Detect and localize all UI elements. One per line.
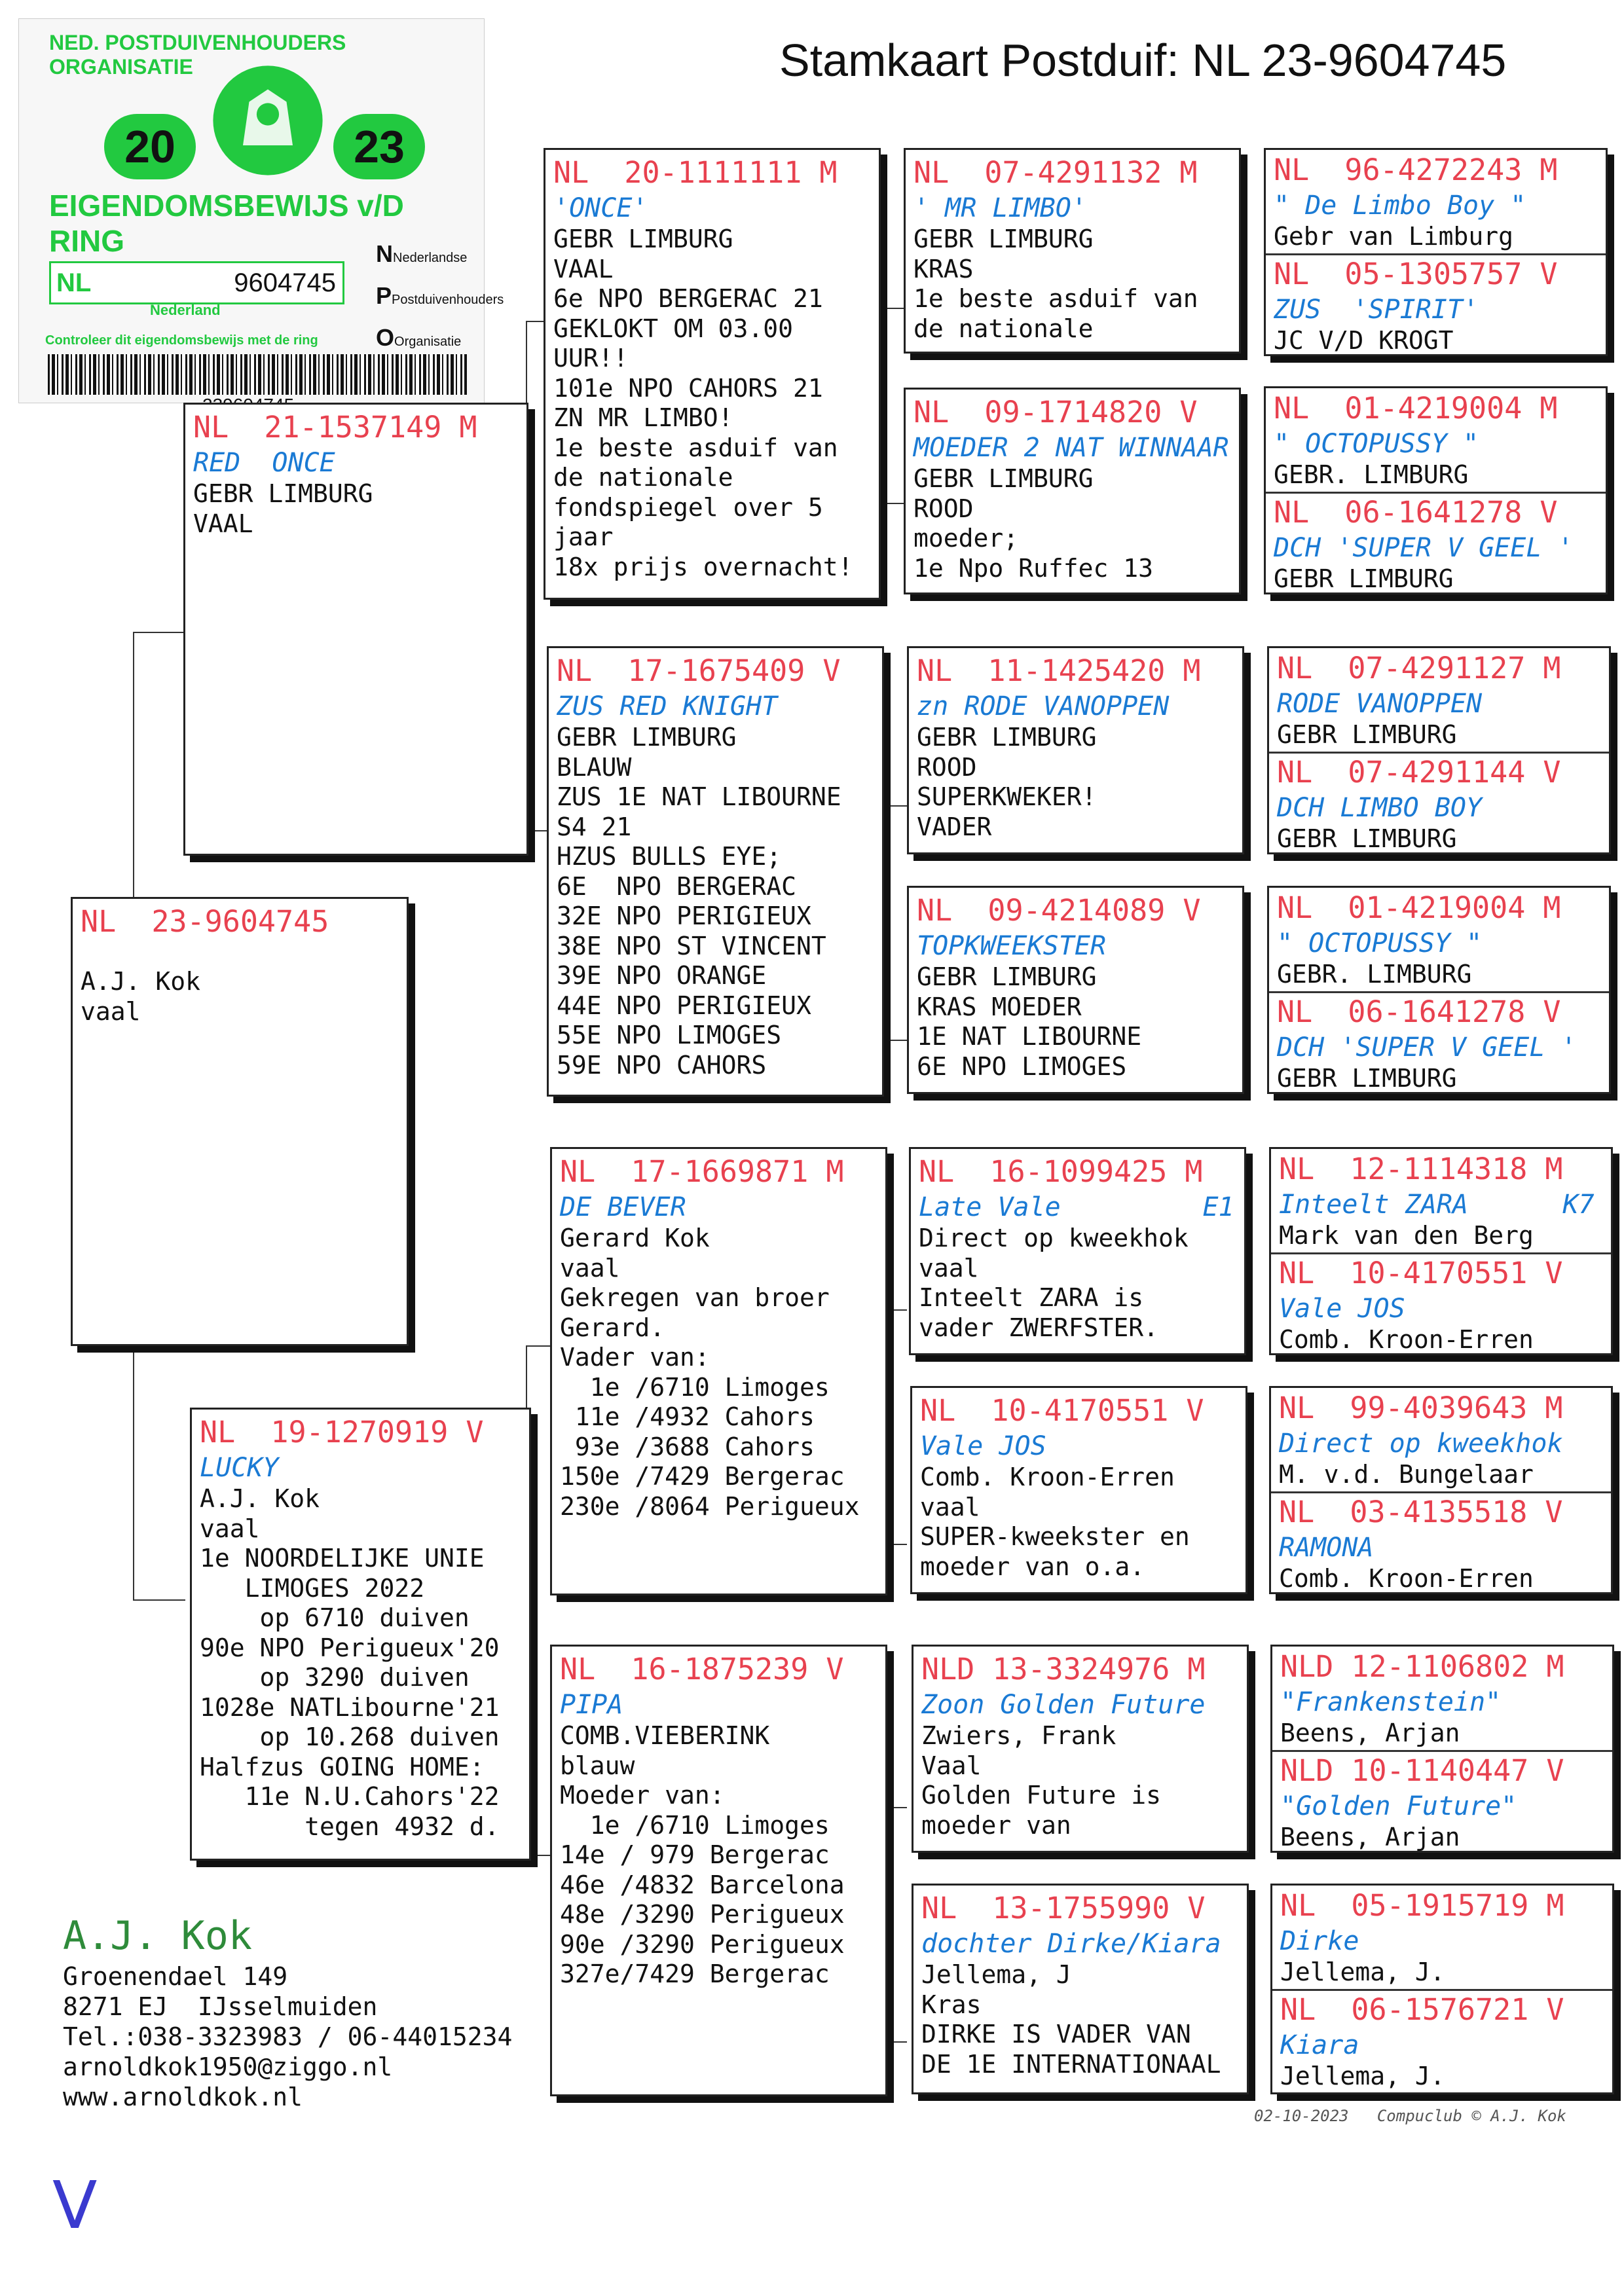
card-ring-number: 9604745 (234, 268, 336, 297)
lion-crest-icon (206, 58, 330, 183)
card-banner: EIGENDOMSBEWIJS v/D RING (49, 189, 404, 258)
pigeon-ring: NL 16-1099425 M (919, 1154, 1203, 1189)
pigeon-line: ZUS 1E NAT LIBOURNE (557, 782, 841, 811)
pigeon-line: 230e /8064 Perigueux (560, 1491, 860, 1521)
owner-phone: Tel.:038-3323983 / 06-44015234 (63, 2022, 513, 2051)
pigeon-line: moeder van o.a. (920, 1552, 1145, 1581)
pigeon-line: Vader van: (560, 1343, 710, 1372)
pigeon-ring: NL 09-4214089 V (917, 893, 1201, 928)
card-npo-list: NNederlandse PPostduivenhouders OOrganisatie (376, 240, 504, 351)
pigeon-line: Gebr van Limburg (1274, 222, 1514, 251)
pigeon-line: 18x prijs overnacht! (553, 552, 853, 581)
pigeon-name: PIPA (560, 1690, 623, 1720)
pigeon-name: " OCTOPUSSY " (1277, 928, 1483, 958)
pigeon-line: VADER (917, 812, 992, 841)
pigeon-name: Dirke (1280, 1926, 1359, 1956)
pigeon-line: DE 1E INTERNATIONAAL (921, 2049, 1221, 2079)
pigeon-line: Zwiers, Frank (921, 1721, 1116, 1750)
pigeon-line: SUPER-kweekster en (920, 1522, 1190, 1551)
great-grandparent-box-5 (909, 1147, 1246, 1355)
pigeon-ring: NL 96-4272243 M (1274, 153, 1558, 187)
pigeon-line: BLAUW (557, 752, 632, 782)
pigeon-line: Comb. Kroon-Erren (920, 1463, 1175, 1491)
pigeon-line: Beens, Arjan (1280, 1823, 1460, 1851)
pigeon-name: 'ONCE' (553, 193, 648, 223)
pigeon-line: 6E NPO LIMOGES (917, 1051, 1127, 1081)
great-grandparent-box-2 (904, 388, 1241, 594)
pigeon-name: ZUS 'SPIRIT' (1274, 295, 1479, 325)
owner-website: www.arnoldkok.nl (63, 2083, 303, 2111)
owner-street: Groenendael 149 (63, 1962, 288, 1991)
pigeon-line: 90e NPO Perigueux'20 (200, 1633, 500, 1662)
pigeon-line: Mark van den Berg (1279, 1221, 1534, 1250)
pigeon-line: vaal (920, 1492, 980, 1522)
pigeon-line: HZUS BULLS EYE; (557, 842, 782, 871)
pigeon-ring: NL 13-1755990 V (921, 1891, 1206, 1925)
great-great-grandparent-pair-5 (1269, 1147, 1613, 1355)
grandparent-box-4 (550, 1645, 887, 2096)
pigeon-line: 11e N.U.Cahors'22 (200, 1782, 500, 1811)
pigeon-name: TOPKWEEKSTER (917, 931, 1106, 961)
pigeon-name: MOEDER 2 NAT WINNAAR (913, 433, 1229, 463)
pigeon-name: " OCTOPUSSY " (1274, 429, 1479, 459)
pigeon-ring: NLD 13-3324976 M (921, 1652, 1206, 1686)
pigeon-name: Kiara (1280, 2030, 1359, 2060)
pigeon-line: vader ZWERFSTER. (919, 1313, 1159, 1342)
great-grandparent-box-1 (904, 148, 1241, 354)
pigeon-name: ZUS RED KNIGHT (557, 691, 778, 721)
pigeon-name: DCH 'SUPER V GEEL ' (1274, 533, 1574, 563)
subject-ring: NL 23-9604745 (81, 904, 329, 939)
pigeon-line: Golden Future is (921, 1781, 1162, 1810)
pigeon-name: RODE VANOPPEN (1277, 689, 1483, 719)
pigeon-ring: NL 19-1270919 V (200, 1415, 484, 1449)
pigeon-line: 59E NPO CAHORS (557, 1050, 767, 1080)
pigeon-name: "Frankenstein" (1280, 1687, 1502, 1717)
great-grandparent-box-7 (912, 1645, 1249, 1853)
pigeon-line: KRAS MOEDER (917, 992, 1082, 1021)
pigeon-line: 6E NPO BERGERAC (557, 871, 797, 901)
pigeon-line: 150e /7429 Bergerac (560, 1462, 845, 1491)
pigeon-ring: NL 06-1641278 V (1277, 994, 1561, 1029)
pigeon-name: DCH 'SUPER V GEEL ' (1277, 1032, 1577, 1063)
footer-credit: Compuclub © A.J. Kok (1376, 2107, 1566, 2125)
pigeon-line: Jellema, J. (1280, 1958, 1445, 1986)
pigeon-line: GEBR LIMBURG (557, 723, 737, 752)
pigeon-line: 46e /4832 Barcelona (560, 1870, 845, 1899)
pigeon-name: Inteelt ZARA K7 (1279, 1190, 1595, 1220)
pigeon-line: vaal (560, 1253, 620, 1283)
pigeon-ring: NL 10-4170551 V (1279, 1256, 1563, 1290)
pigeon-line: GEBR LIMBURG (1277, 824, 1457, 853)
pigeon-ring: NL 11-1425420 M (917, 653, 1201, 688)
pigeon-line: fondspiegel over 5 (553, 492, 823, 522)
pigeon-line: GEBR LIMBURG (917, 962, 1097, 991)
pigeon-name: RAMONA (1279, 1533, 1374, 1563)
card-ring-code: NL (56, 268, 92, 297)
subject-box (71, 897, 409, 1346)
pigeon-line: Jellema, J (921, 1960, 1071, 1989)
pigeon-line: GEBR LIMBURG (913, 225, 1094, 253)
pigeon-ring: NL 03-4135518 V (1279, 1495, 1563, 1529)
pigeon-line: moeder van (921, 1810, 1071, 1840)
pigeon-line: A.J. Kok (200, 1484, 320, 1513)
great-great-grandparent-pair-1 (1264, 148, 1608, 356)
pigeon-ring: NL 06-1576721 V (1280, 1992, 1564, 2027)
pigeon-name: "Golden Future" (1280, 1791, 1517, 1821)
pigeon-line: GEBR LIMBURG (553, 225, 733, 253)
great-great-grandparent-pair-6 (1269, 1386, 1613, 1594)
pigeon-ring: NL 01-4219004 M (1274, 391, 1558, 426)
pigeon-line: GEBR LIMBURG (1277, 720, 1457, 749)
great-grandparent-box-8 (912, 1884, 1249, 2094)
great-great-grandparent-pair-2 (1264, 386, 1608, 594)
pigeon-line: jaar (553, 522, 614, 551)
connector-gp1 (881, 308, 907, 504)
pigeon-line: Beens, Arjan (1280, 1719, 1460, 1747)
handwritten-mark: V (52, 2167, 98, 2244)
pigeon-line: 38E NPO ST VINCENT (557, 931, 826, 960)
owner-city: 8271 EJ IJsselmuiden (63, 1992, 378, 2021)
pigeon-ring: NL 99-4039643 M (1279, 1391, 1563, 1425)
pigeon-line: vaal (200, 1514, 260, 1543)
pigeon-line: GEBR. LIMBURG (1274, 460, 1469, 489)
pigeon-line: 11e /4932 Cahors (560, 1402, 815, 1431)
pigeon-line: VAAL (553, 254, 614, 283)
pigeon-name: Zoon Golden Future (921, 1690, 1206, 1720)
pigeon-line: 1028e NATLibourne'21 (200, 1692, 500, 1722)
pigeon-ring: NL 09-1714820 V (913, 395, 1198, 429)
pigeon-line: 32E NPO PERIGIEUX (557, 902, 811, 930)
pigeon-line: 1e Npo Ruffec 13 (913, 553, 1154, 583)
pigeon-ring: NL 06-1641278 V (1274, 495, 1558, 530)
card-control-text: Controleer dit eigendomsbewijs met de ring (45, 333, 318, 348)
mother-box (190, 1408, 531, 1861)
pigeon-line: LIMOGES 2022 (200, 1573, 425, 1603)
pigeon-line: 1e /6710 Limoges (560, 1372, 830, 1402)
father-box (183, 403, 528, 856)
pigeon-name: zn RODE VANOPPEN (917, 691, 1170, 721)
pigeon-line: 1e /6710 Limoges (560, 1810, 830, 1840)
pigeon-name: ' MR LIMBO' (913, 193, 1087, 223)
great-great-grandparent-pair-7 (1270, 1645, 1614, 1853)
pigeon-name: Vale JOS (920, 1431, 1046, 1461)
pigeon-name: RED ONCE (193, 448, 335, 478)
pigeon-name: Vale JOS (1279, 1294, 1405, 1324)
pigeon-ring: NL 05-1915719 M (1280, 1888, 1564, 1923)
pigeon-ring: NL 10-4170551 V (920, 1393, 1204, 1428)
footer-date: 02-10-2023 (1254, 2107, 1349, 2125)
pigeon-line: Kras (921, 1990, 982, 2019)
pigeon-line: 48e /3290 Perigueux (560, 1900, 845, 1929)
great-grandparent-box-4 (907, 886, 1244, 1094)
pigeon-line: Comb. Kroon-Erren (1279, 1564, 1534, 1593)
pigeon-line: 327e/7429 Bergerac (560, 1959, 830, 1988)
pigeon-line: ZN MR LIMBO! (553, 403, 733, 432)
barcode-icon (48, 354, 467, 395)
pigeon-line: op 3290 duiven (200, 1663, 470, 1692)
pigeon-line: GEBR. LIMBURG (1277, 960, 1472, 989)
owner-address (63, 1910, 512, 2112)
pigeon-name: Direct op kweekhok (1279, 1429, 1563, 1459)
pigeon-line: GEBR LIMBURG (917, 723, 1097, 752)
footer (1254, 2107, 1566, 2125)
pigeon-name: DE BEVER (560, 1192, 686, 1222)
ring-ownership-card (18, 18, 504, 403)
pigeon-ring: NL 16-1875239 V (560, 1652, 844, 1686)
pigeon-line: SUPERKWEKER! (917, 782, 1097, 811)
great-great-grandparent-pair-8 (1270, 1884, 1614, 2094)
pigeon-line: GEBR LIMBURG (193, 479, 373, 508)
pigeon-line: KRAS (913, 254, 974, 283)
pigeon-line: S4 21 (557, 812, 632, 841)
grandparent-box-1 (544, 148, 881, 600)
grandparent-box-2 (547, 646, 884, 1097)
pigeon-ring: NL 05-1305757 V (1274, 257, 1558, 291)
card-organisation: NED. POSTDUIVENHOUDERS ORGANISATIE (49, 31, 346, 79)
pigeon-line: tegen 4932 d. (200, 1812, 500, 1841)
pigeon-line: 93e /3688 Cahors (560, 1432, 815, 1461)
pigeon-line: 14e / 979 Bergerac (560, 1840, 830, 1869)
pigeon-line: GEBR LIMBURG (1274, 564, 1454, 593)
page-title: Stamkaart Postduif: NL 23-9604745 (779, 35, 1507, 86)
pigeon-line: Jellema, J. (1280, 2062, 1445, 2090)
pigeon-line: 1E NAT LIBOURNE (917, 1022, 1142, 1051)
pigeon-ring: NL 07-4291132 M (913, 155, 1198, 190)
card-year-right: 23 (333, 114, 425, 179)
pigeon-name: Late Vale E1 (919, 1192, 1234, 1222)
pigeon-line: Inteelt ZARA is (919, 1283, 1144, 1312)
pigeon-line: vaal (919, 1253, 979, 1283)
pigeon-line: UUR!! (553, 344, 629, 373)
pigeon-line: ROOD (913, 494, 974, 523)
pigeon-line: Vaal (921, 1751, 982, 1780)
grandparent-box-3 (550, 1147, 887, 1595)
pigeon-line: moeder; (913, 524, 1019, 553)
pigeon-line: 1e NOORDELIJKE UNIE (200, 1544, 485, 1573)
card-country: Nederland (150, 302, 221, 318)
pigeon-line: 6e NPO BERGERAC 21 (553, 284, 823, 313)
pigeon-ring: NL 01-4219004 M (1277, 890, 1561, 925)
pigeon-line: GEBR LIMBURG (913, 464, 1094, 493)
pigeon-line: GEBR LIMBURG (1277, 1064, 1457, 1093)
pigeon-line: 55E NPO LIMOGES (557, 1021, 782, 1049)
pigeon-ring: NL 07-4291127 M (1277, 651, 1561, 685)
pigeon-ring: NL 21-1537149 M (193, 410, 477, 445)
subject-owner: A.J. Kok (81, 967, 201, 996)
pigeon-ring: NL 17-1675409 V (557, 653, 841, 688)
pigeon-line: op 10.268 duiven (200, 1722, 500, 1751)
pigeon-line: de nationale (553, 463, 733, 492)
pigeon-line: 44E NPO PERIGIEUX (557, 991, 811, 1020)
pigeon-line: Gekregen van broer (560, 1283, 830, 1312)
pigeon-name: dochter Dirke/Kiara (921, 1929, 1221, 1959)
pigeon-name: LUCKY (200, 1453, 279, 1483)
pigeon-line: Halfzus GOING HOME: (200, 1752, 485, 1781)
connector-gp2 (881, 805, 907, 1041)
pigeon-line: ROOD (917, 752, 977, 782)
pigeon-line: 101e NPO CAHORS 21 (553, 373, 823, 403)
owner-email: arnoldkok1950@ziggo.nl (63, 2052, 393, 2081)
pigeon-name: " De Limbo Boy " (1274, 191, 1526, 221)
owner-name: A.J. Kok (63, 1913, 252, 1959)
great-grandparent-box-3 (907, 646, 1244, 854)
pigeon-line: COMB.VIEBERINK (560, 1721, 770, 1750)
pigeon-ring: NL 07-4291144 V (1277, 755, 1561, 790)
pigeon-line: JC V/D KROGT (1274, 326, 1454, 355)
pigeon-name: DCH LIMBO BOY (1277, 793, 1483, 823)
pigeon-line: blauw (560, 1751, 635, 1780)
pigeon-ring: NLD 10-1140447 V (1280, 1753, 1564, 1788)
pigeon-line: de nationale (913, 314, 1094, 343)
pigeon-ring: NL 20-1111111 M (553, 155, 838, 190)
pigeon-ring: NL 17-1669871 M (560, 1154, 844, 1189)
pigeon-line: Gerard Kok (560, 1224, 710, 1252)
pigeon-line: 1e beste asduif van (913, 284, 1198, 313)
pigeon-line: 1e beste asduif van (553, 433, 838, 462)
pigeon-line: Direct op kweekhok (919, 1224, 1189, 1252)
pigeon-line: op 6710 duiven (200, 1603, 470, 1632)
pigeon-line: VAAL (193, 509, 253, 538)
pigeon-line: DIRKE IS VADER VAN (921, 2020, 1191, 2049)
great-grandparent-box-6 (910, 1386, 1247, 1594)
pigeon-ring: NLD 12-1106802 M (1280, 1649, 1564, 1684)
pigeon-line: 90e /3290 Perigueux (560, 1929, 845, 1959)
subject-color: vaal (81, 996, 141, 1026)
pigeon-line: Comb. Kroon-Erren (1279, 1325, 1534, 1354)
pigeon-line: Gerard. (560, 1313, 665, 1342)
great-great-grandparent-pair-4 (1267, 886, 1611, 1094)
card-year-left: 20 (104, 114, 196, 179)
pigeon-line: Moeder van: (560, 1781, 725, 1810)
pigeon-line: M. v.d. Bungelaar (1279, 1460, 1534, 1489)
pigeon-line: GEKLOKT OM 03.00 (553, 314, 794, 343)
great-great-grandparent-pair-3 (1267, 646, 1611, 854)
card-ring-field (49, 261, 344, 304)
pigeon-ring: NL 12-1114318 M (1279, 1152, 1563, 1186)
pigeon-line: 39E NPO ORANGE (557, 961, 767, 990)
